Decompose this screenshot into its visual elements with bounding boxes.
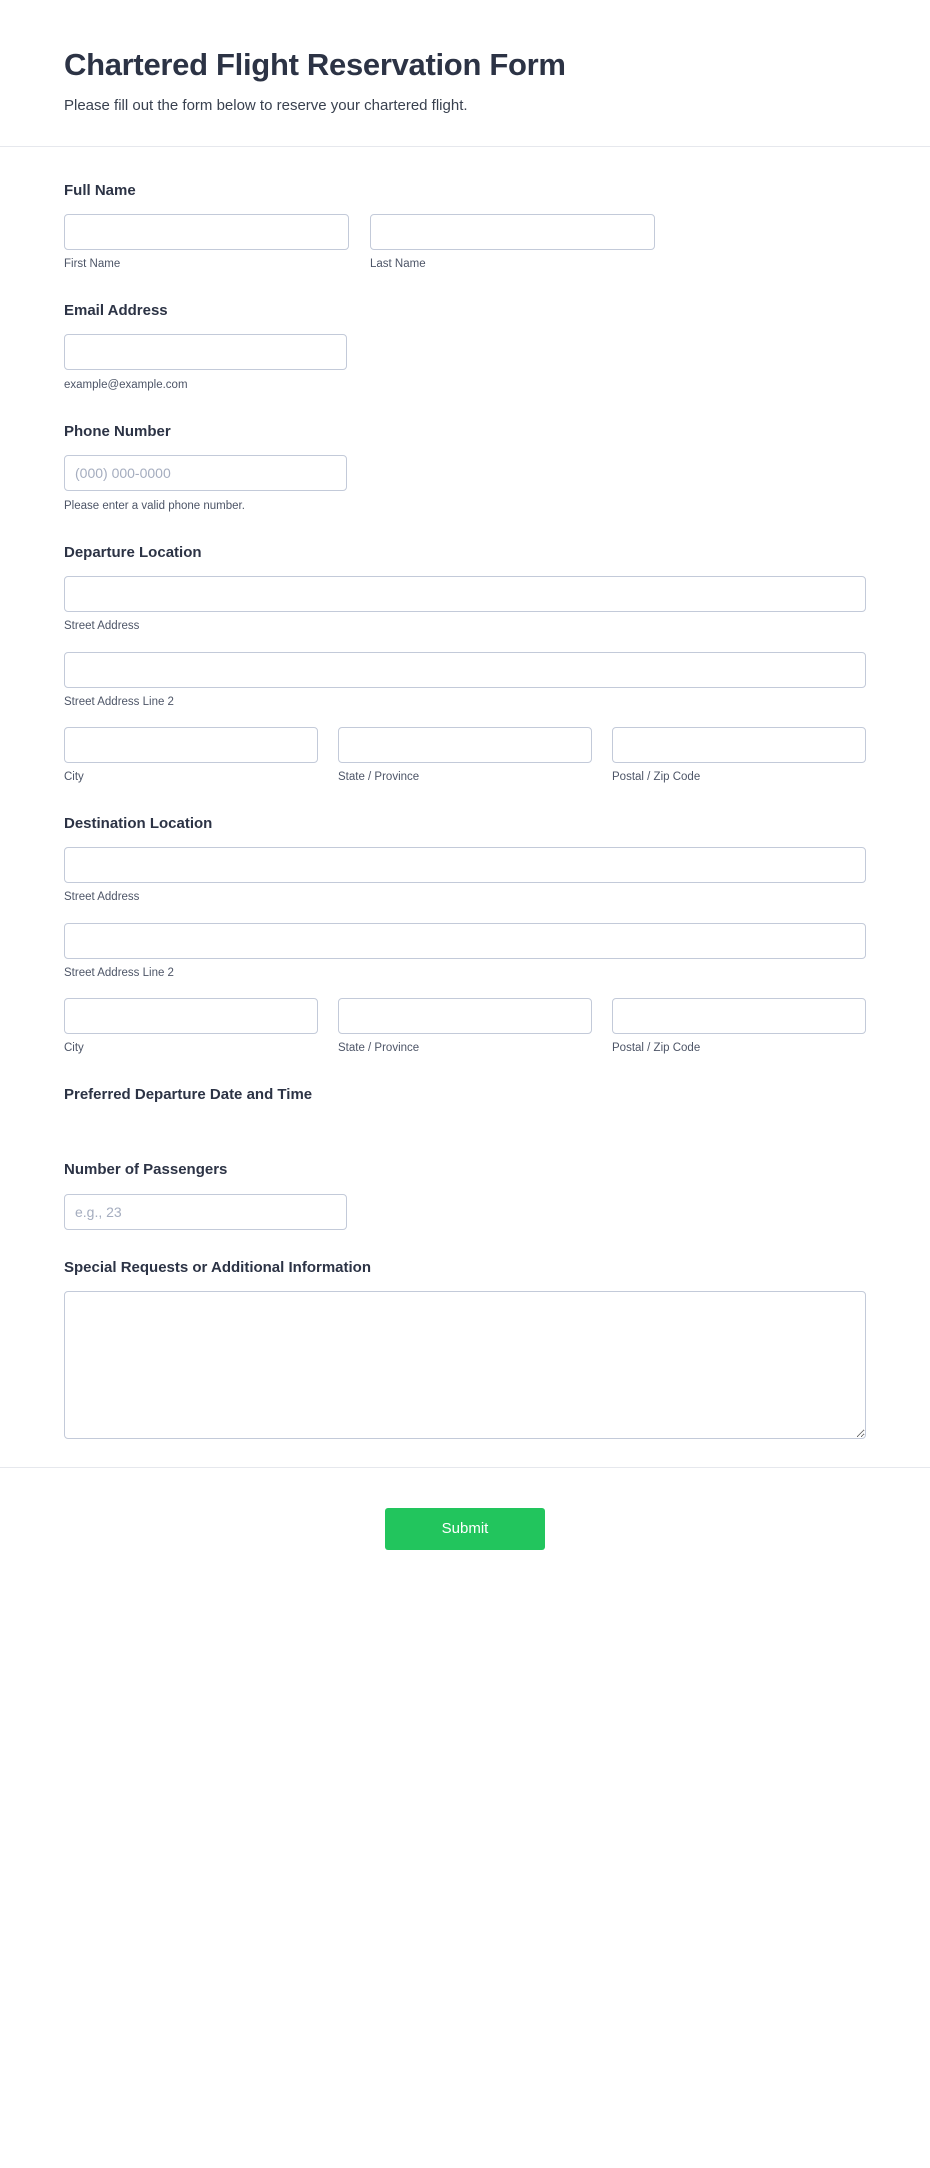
page-title: Chartered Flight Reservation Form bbox=[64, 47, 566, 82]
departure-street-cell bbox=[64, 576, 866, 635]
field-special-requests bbox=[64, 1258, 866, 1440]
phone-input[interactable] bbox=[64, 455, 347, 491]
field-departure-datetime bbox=[64, 1085, 866, 1127]
departure-street2-input[interactable] bbox=[64, 652, 866, 688]
departure-postal-cell bbox=[612, 727, 866, 786]
departure-city-cell bbox=[64, 727, 318, 786]
departure-street-input[interactable] bbox=[64, 576, 866, 612]
departure-postal-input[interactable] bbox=[612, 727, 866, 763]
destination-postal-input[interactable] bbox=[612, 998, 866, 1034]
destination-state-sublabel: State / Province bbox=[338, 1042, 420, 1055]
departure-street2-sublabel: Street Address Line 2 bbox=[64, 695, 174, 708]
email-input[interactable] bbox=[64, 334, 347, 370]
departure-street-sublabel: Street Address bbox=[64, 620, 140, 633]
departure-street2-cell bbox=[64, 652, 866, 711]
departure-datetime-spacer bbox=[64, 1104, 866, 1126]
departure-city-input[interactable] bbox=[64, 727, 318, 763]
passengers-label: Number of Passengers bbox=[64, 1161, 228, 1179]
form-header bbox=[0, 0, 930, 147]
last-name-sublabel: Last Name bbox=[370, 258, 426, 271]
special-requests-textarea[interactable] bbox=[64, 1291, 866, 1439]
departure-state-cell bbox=[338, 727, 592, 786]
last-name-input[interactable] bbox=[370, 214, 655, 250]
departure-state-sublabel: State / Province bbox=[338, 771, 420, 784]
last-name-cell bbox=[370, 214, 655, 273]
departure-postal-sublabel: Postal / Zip Code bbox=[612, 771, 701, 784]
special-requests-label: Special Requests or Additional Information bbox=[64, 1258, 371, 1276]
destination-street2-cell bbox=[64, 923, 866, 982]
phone-hint: Please enter a valid phone number. bbox=[64, 500, 245, 513]
departure-city-state-zip-row bbox=[64, 727, 866, 786]
first-name-input[interactable] bbox=[64, 214, 349, 250]
destination-city-input[interactable] bbox=[64, 998, 318, 1034]
destination-street-cell bbox=[64, 847, 866, 906]
destination-city-state-zip-row bbox=[64, 998, 866, 1057]
field-departure-location bbox=[64, 543, 866, 786]
destination-postal-cell bbox=[612, 998, 866, 1057]
field-passengers bbox=[64, 1160, 866, 1230]
field-email bbox=[64, 301, 866, 394]
submit-button[interactable]: Submit bbox=[385, 1508, 545, 1550]
phone-cell bbox=[64, 455, 347, 515]
field-phone bbox=[64, 422, 866, 515]
destination-street-sublabel: Street Address bbox=[64, 891, 140, 904]
destination-street-input[interactable] bbox=[64, 847, 866, 883]
destination-city-cell bbox=[64, 998, 318, 1057]
passengers-cell bbox=[64, 1194, 347, 1230]
email-label: Email Address bbox=[64, 301, 168, 319]
form-body bbox=[0, 147, 930, 1440]
full-name-row bbox=[64, 214, 866, 273]
destination-state-input[interactable] bbox=[338, 998, 592, 1034]
destination-location-label: Destination Location bbox=[64, 814, 213, 832]
first-name-cell bbox=[64, 214, 349, 273]
email-hint: example@example.com bbox=[64, 379, 188, 392]
destination-postal-sublabel: Postal / Zip Code bbox=[612, 1042, 701, 1055]
destination-city-sublabel: City bbox=[64, 1042, 84, 1055]
destination-street2-input[interactable] bbox=[64, 923, 866, 959]
departure-city-sublabel: City bbox=[64, 771, 84, 784]
field-destination-location bbox=[64, 814, 866, 1057]
form-footer bbox=[0, 1467, 930, 1598]
phone-label: Phone Number bbox=[64, 422, 171, 440]
departure-location-label: Departure Location bbox=[64, 543, 202, 561]
page-subtitle: Please fill out the form below to reserve your chartered flight. bbox=[64, 96, 468, 114]
destination-state-cell bbox=[338, 998, 592, 1057]
field-full-name bbox=[64, 181, 866, 273]
destination-street2-sublabel: Street Address Line 2 bbox=[64, 966, 174, 979]
passengers-input[interactable] bbox=[64, 1194, 347, 1230]
full-name-label: Full Name bbox=[64, 181, 136, 199]
email-cell bbox=[64, 334, 347, 394]
departure-state-input[interactable] bbox=[338, 727, 592, 763]
first-name-sublabel: First Name bbox=[64, 258, 121, 271]
departure-datetime-label: Preferred Departure Date and Time bbox=[64, 1085, 313, 1103]
